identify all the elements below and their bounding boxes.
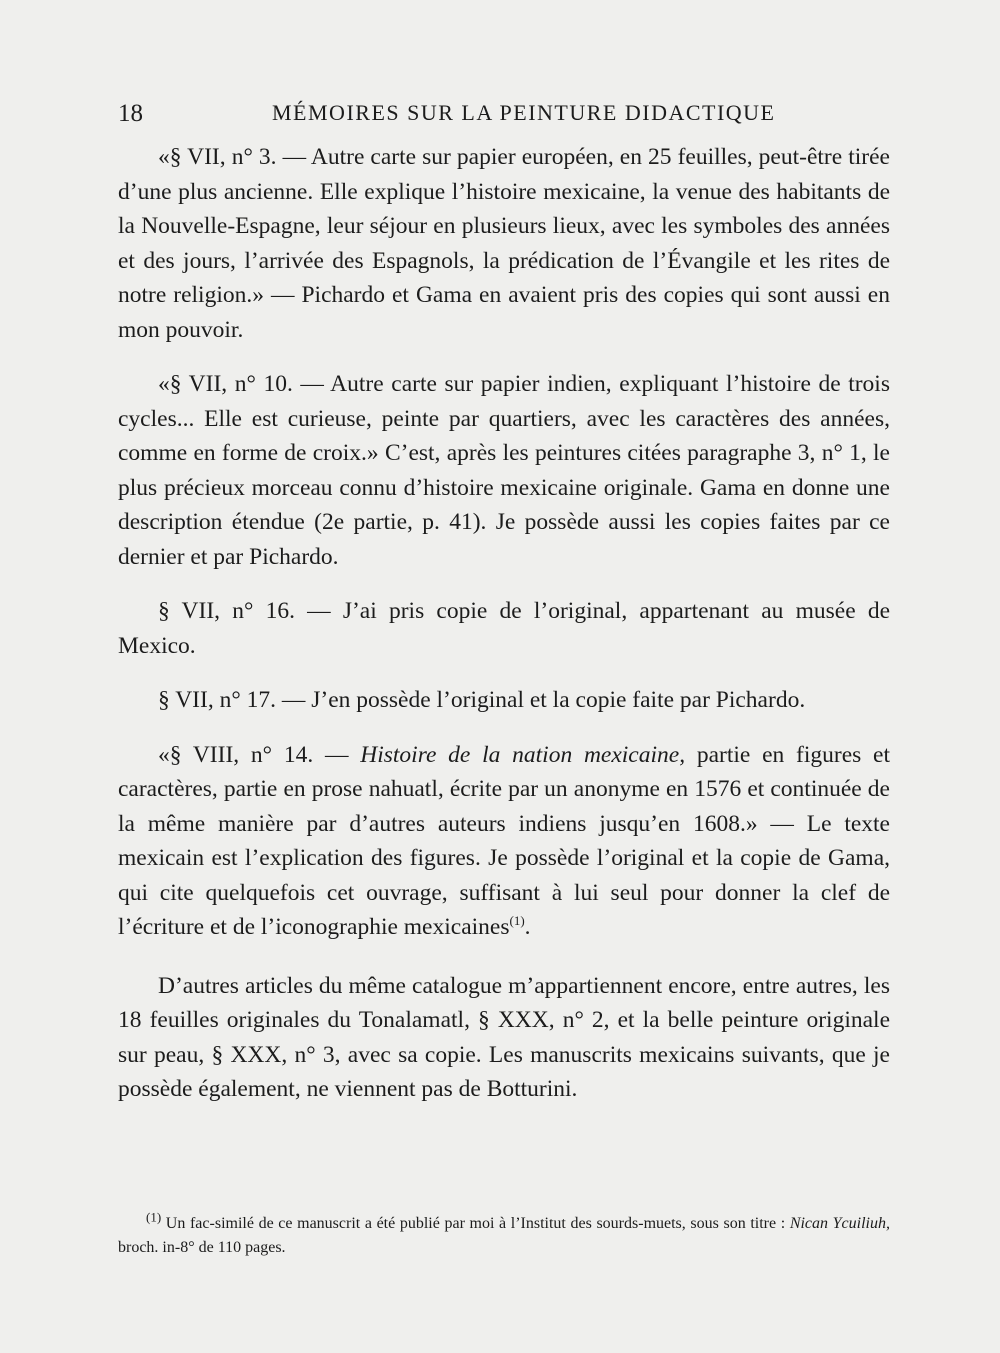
page-header bbox=[118, 100, 890, 134]
footnote-reference: (1) bbox=[509, 913, 525, 929]
paragraph-viii-14-end: . bbox=[524, 914, 531, 940]
work-title-histoire: Histoire de la nation mexicaine, bbox=[360, 741, 686, 768]
footnote-title: Nican Ycuiliuh, bbox=[789, 1215, 890, 1232]
paragraph-viii-14-body: partie en figures et caractères, partie en prose nahuatl, écrite par un anonyme en 1576 et continuée de la même manière par d’autres auteurs indiens jusqu’en 1608.» — Le texte mexicain est l’explication des figures. Je possède l’original et la copie de Gama, qui cite quelquefois cet ouvrage, suffisant à lui seul pour donner la clef de l’écriture et de l’iconographie mexicaines bbox=[118, 741, 891, 940]
paragraph-viii-14-lead: «§ VIII, n° 14. — bbox=[158, 741, 361, 768]
paragraph-vii-10: «§ VII, n° 10. — Autre carte sur papier indien, expliquant l’histoire de trois cycles... Elle est curieuse, peinte par quartiers, avec les caractères des années, comme en forme de croix.» C’est, après les peintures citées paragraphe 3, n° 1, le plus précieux morceau connu d’histoire mexicaine originale. Gama en donne une description étendue (2e partie, p. 41). Je possède aussi les copies faites par ce dernier et par Pichardo. bbox=[118, 371, 890, 570]
page-number: 18 bbox=[118, 100, 143, 127]
paragraph-vii-17: § VII, n° 17. — J’en possède l’original et la copie faite par Pichardo. bbox=[158, 687, 806, 713]
footnote-1 bbox=[118, 1209, 890, 1260]
running-title: MÉMOIRES SUR LA PEINTURE DIDACTIQUE bbox=[272, 100, 776, 125]
footnote-text: Un fac-similé de ce manuscrit a été publié par moi à l’Institut des sourds-muets, sous son titre : bbox=[161, 1215, 790, 1232]
footnote-marker: (1) bbox=[146, 1209, 162, 1225]
paragraph-other-articles: D’autres articles du même catalogue m’appartiennent encore, entre autres, les 18 feuilles originales du Tonalamatl, § XXX, n° 2, et la belle peinture originale sur peau, § XXX, n° 3, avec sa copie. Les manuscrits mexicains suivants, que je possède également, ne viennent pas de Botturini. bbox=[118, 972, 890, 1102]
paragraph-vii-3: «§ VII, n° 3. — Autre carte sur papier européen, en 25 feuilles, peut-être tirée d’une plus ancienne. Elle explique l’histoire mexicaine, la venue des habitants de la Nouvelle-Espagne, leur séjour en plusieurs lieux, avec les symboles des années et des jours, l’arrivée des Espagnols, la prédication de l’Évangile et les rites de notre religion.» — Pichardo et Gama en avaient pris des copies qui sont aussi en mon pouvoir. bbox=[118, 144, 890, 343]
footnotes bbox=[118, 1209, 890, 1260]
paragraph-viii-14 bbox=[118, 738, 890, 945]
footnote-text-end: broch. in-8° de 110 pages. bbox=[118, 1239, 286, 1256]
paragraph-vii-16: § VII, n° 16. — J’ai pris copie de l’original, appartenant au musée de Mexico. bbox=[118, 598, 890, 659]
body-text bbox=[118, 140, 890, 1107]
